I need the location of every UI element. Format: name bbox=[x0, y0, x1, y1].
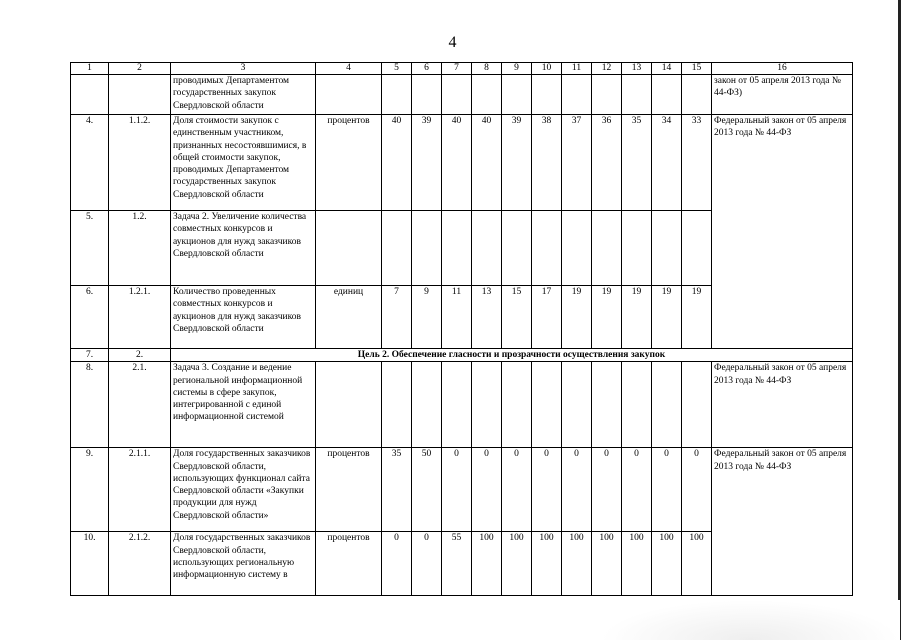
value-cell: 0 bbox=[622, 448, 652, 532]
header-cell: 3 bbox=[171, 63, 316, 75]
page-number: 4 bbox=[448, 34, 457, 51]
value-cell: 100 bbox=[682, 532, 712, 596]
value-cell: 33 bbox=[682, 115, 712, 211]
value-cell bbox=[592, 362, 622, 448]
value-cell: 19 bbox=[652, 286, 682, 349]
value-cell: 0 bbox=[442, 448, 472, 532]
unit-cell: процентов bbox=[316, 115, 382, 211]
unit-cell bbox=[316, 75, 382, 115]
code-cell: 1.2. bbox=[109, 211, 171, 286]
value-cell bbox=[502, 362, 532, 448]
value-cell: 19 bbox=[592, 286, 622, 349]
value-cell bbox=[472, 75, 502, 115]
row-number-cell: 5. bbox=[71, 211, 109, 286]
unit-cell: процентов bbox=[316, 448, 382, 532]
header-cell: 2 bbox=[109, 63, 171, 75]
law-reference-cell: закон от 05 апреля 2013 года № 44-ФЗ) bbox=[712, 75, 853, 115]
value-cell bbox=[382, 362, 412, 448]
value-cell: 0 bbox=[682, 448, 712, 532]
value-cell bbox=[412, 362, 442, 448]
value-cell bbox=[652, 211, 682, 286]
indicator-name-cell: Доля государственных заказчиков Свердловской области, использующих функционал сайта Свердловской области «Закупки продукции для нужд Свердловской области» bbox=[171, 448, 316, 532]
value-cell: 38 bbox=[532, 115, 562, 211]
value-cell: 36 bbox=[592, 115, 622, 211]
indicator-name-cell: Количество проведенных совместных конкурсов и аукционов для нужд заказчиков Свердловской области bbox=[171, 286, 316, 349]
value-cell: 40 bbox=[442, 115, 472, 211]
value-cell: 55 bbox=[442, 532, 472, 596]
value-cell bbox=[502, 211, 532, 286]
header-cell: 6 bbox=[412, 63, 442, 75]
value-cell bbox=[412, 211, 442, 286]
value-cell: 11 bbox=[442, 286, 472, 349]
value-cell bbox=[382, 75, 412, 115]
law-reference-cell: Федеральный закон от 05 апреля 2013 года № 44-ФЗ bbox=[712, 362, 853, 448]
value-cell bbox=[502, 75, 532, 115]
value-cell bbox=[562, 75, 592, 115]
value-cell bbox=[472, 211, 502, 286]
value-cell: 0 bbox=[472, 448, 502, 532]
value-cell: 19 bbox=[682, 286, 712, 349]
law-reference-cell: Федеральный закон от 05 апреля 2013 года № 44-ФЗ bbox=[712, 448, 853, 596]
row-number-cell: 8. bbox=[71, 362, 109, 448]
value-cell: 0 bbox=[412, 532, 442, 596]
scan-shadow bbox=[600, 600, 900, 640]
value-cell bbox=[592, 211, 622, 286]
value-cell bbox=[412, 75, 442, 115]
value-cell: 17 bbox=[532, 286, 562, 349]
header-cell: 14 bbox=[652, 63, 682, 75]
value-cell bbox=[682, 362, 712, 448]
value-cell: 50 bbox=[412, 448, 442, 532]
header-cell: 10 bbox=[532, 63, 562, 75]
code-cell: 2. bbox=[109, 349, 171, 362]
value-cell: 9 bbox=[412, 286, 442, 349]
table-row bbox=[71, 349, 853, 362]
code-cell: 1.1.2. bbox=[109, 115, 171, 211]
header-cell: 5 bbox=[382, 63, 412, 75]
indicators-table bbox=[70, 62, 853, 596]
indicator-name-cell: Задача 2. Увеличение количества совместных конкурсов и аукционов для нужд заказчиков Свердловской области bbox=[171, 211, 316, 286]
value-cell: 35 bbox=[382, 448, 412, 532]
row-number-cell: 10. bbox=[71, 532, 109, 596]
value-cell: 100 bbox=[532, 532, 562, 596]
unit-cell bbox=[316, 211, 382, 286]
header-cell: 8 bbox=[472, 63, 502, 75]
indicator-name-cell: Задача 3. Создание и ведение региональной информационной системы в сфере закупок, интегрированной с единой информационной системой bbox=[171, 362, 316, 448]
value-cell bbox=[562, 211, 592, 286]
value-cell: 37 bbox=[562, 115, 592, 211]
header-cell: 1 bbox=[71, 63, 109, 75]
value-cell: 0 bbox=[502, 448, 532, 532]
table-row bbox=[71, 75, 853, 115]
code-cell: 2.1.1. bbox=[109, 448, 171, 532]
value-cell: 0 bbox=[382, 532, 412, 596]
value-cell bbox=[652, 362, 682, 448]
code-cell: 1.2.1. bbox=[109, 286, 171, 349]
scan-edge bbox=[898, 0, 901, 640]
value-cell: 15 bbox=[502, 286, 532, 349]
value-cell: 7 bbox=[382, 286, 412, 349]
value-cell bbox=[652, 75, 682, 115]
code-cell: 2.1. bbox=[109, 362, 171, 448]
value-cell: 0 bbox=[652, 448, 682, 532]
row-number-cell: 9. bbox=[71, 448, 109, 532]
value-cell bbox=[622, 75, 652, 115]
value-cell: 40 bbox=[472, 115, 502, 211]
value-cell: 39 bbox=[502, 115, 532, 211]
value-cell: 100 bbox=[652, 532, 682, 596]
indicator-name-cell: Доля стоимости закупок с единственным участником, признанных несостоявшимися, в общей стоимости закупок, проводимых Департаментом государственных закупок Свердловской области bbox=[171, 115, 316, 211]
header-cell: 11 bbox=[562, 63, 592, 75]
value-cell bbox=[682, 211, 712, 286]
row-number-cell: 4. bbox=[71, 115, 109, 211]
row-number-cell: 7. bbox=[71, 349, 109, 362]
value-cell bbox=[622, 362, 652, 448]
value-cell: 0 bbox=[562, 448, 592, 532]
row-number-cell bbox=[71, 75, 109, 115]
table-row bbox=[71, 362, 853, 448]
row-number-cell: 6. bbox=[71, 286, 109, 349]
unit-cell: единиц bbox=[316, 286, 382, 349]
value-cell bbox=[592, 75, 622, 115]
value-cell: 35 bbox=[622, 115, 652, 211]
header-cell: 16 bbox=[712, 63, 853, 75]
value-cell: 34 bbox=[652, 115, 682, 211]
unit-cell: процентов bbox=[316, 532, 382, 596]
value-cell: 13 bbox=[472, 286, 502, 349]
value-cell: 39 bbox=[412, 115, 442, 211]
value-cell bbox=[532, 362, 562, 448]
value-cell bbox=[532, 211, 562, 286]
value-cell: 100 bbox=[472, 532, 502, 596]
value-cell: 100 bbox=[502, 532, 532, 596]
header-cell: 15 bbox=[682, 63, 712, 75]
goal-heading-cell: Цель 2. Обеспечение гласности и прозрачности осуществления закупок bbox=[171, 349, 853, 362]
value-cell bbox=[532, 75, 562, 115]
value-cell: 40 bbox=[382, 115, 412, 211]
value-cell bbox=[442, 362, 472, 448]
value-cell: 100 bbox=[562, 532, 592, 596]
value-cell: 100 bbox=[592, 532, 622, 596]
value-cell bbox=[442, 75, 472, 115]
value-cell: 19 bbox=[562, 286, 592, 349]
value-cell: 0 bbox=[592, 448, 622, 532]
header-cell: 13 bbox=[622, 63, 652, 75]
header-cell: 9 bbox=[502, 63, 532, 75]
code-cell: 2.1.2. bbox=[109, 532, 171, 596]
code-cell bbox=[109, 75, 171, 115]
header-cell: 12 bbox=[592, 63, 622, 75]
indicator-name-cell: проводимых Департаментом государственных закупок Свердловской области bbox=[171, 75, 316, 115]
value-cell: 0 bbox=[532, 448, 562, 532]
header-cell: 7 bbox=[442, 63, 472, 75]
value-cell bbox=[562, 362, 592, 448]
law-reference-cell: Федеральный закон от 05 апреля 2013 года № 44-ФЗ bbox=[712, 115, 853, 349]
indicator-name-cell: Доля государственных заказчиков Свердловской области, использующих региональную информационную систему в bbox=[171, 532, 316, 596]
value-cell bbox=[382, 211, 412, 286]
value-cell: 19 bbox=[622, 286, 652, 349]
value-cell bbox=[682, 75, 712, 115]
table-row bbox=[71, 115, 853, 211]
value-cell: 100 bbox=[622, 532, 652, 596]
value-cell bbox=[622, 211, 652, 286]
header-row bbox=[71, 63, 853, 75]
value-cell bbox=[472, 362, 502, 448]
unit-cell bbox=[316, 362, 382, 448]
value-cell bbox=[442, 211, 472, 286]
table-row bbox=[71, 448, 853, 532]
header-cell: 4 bbox=[316, 63, 382, 75]
